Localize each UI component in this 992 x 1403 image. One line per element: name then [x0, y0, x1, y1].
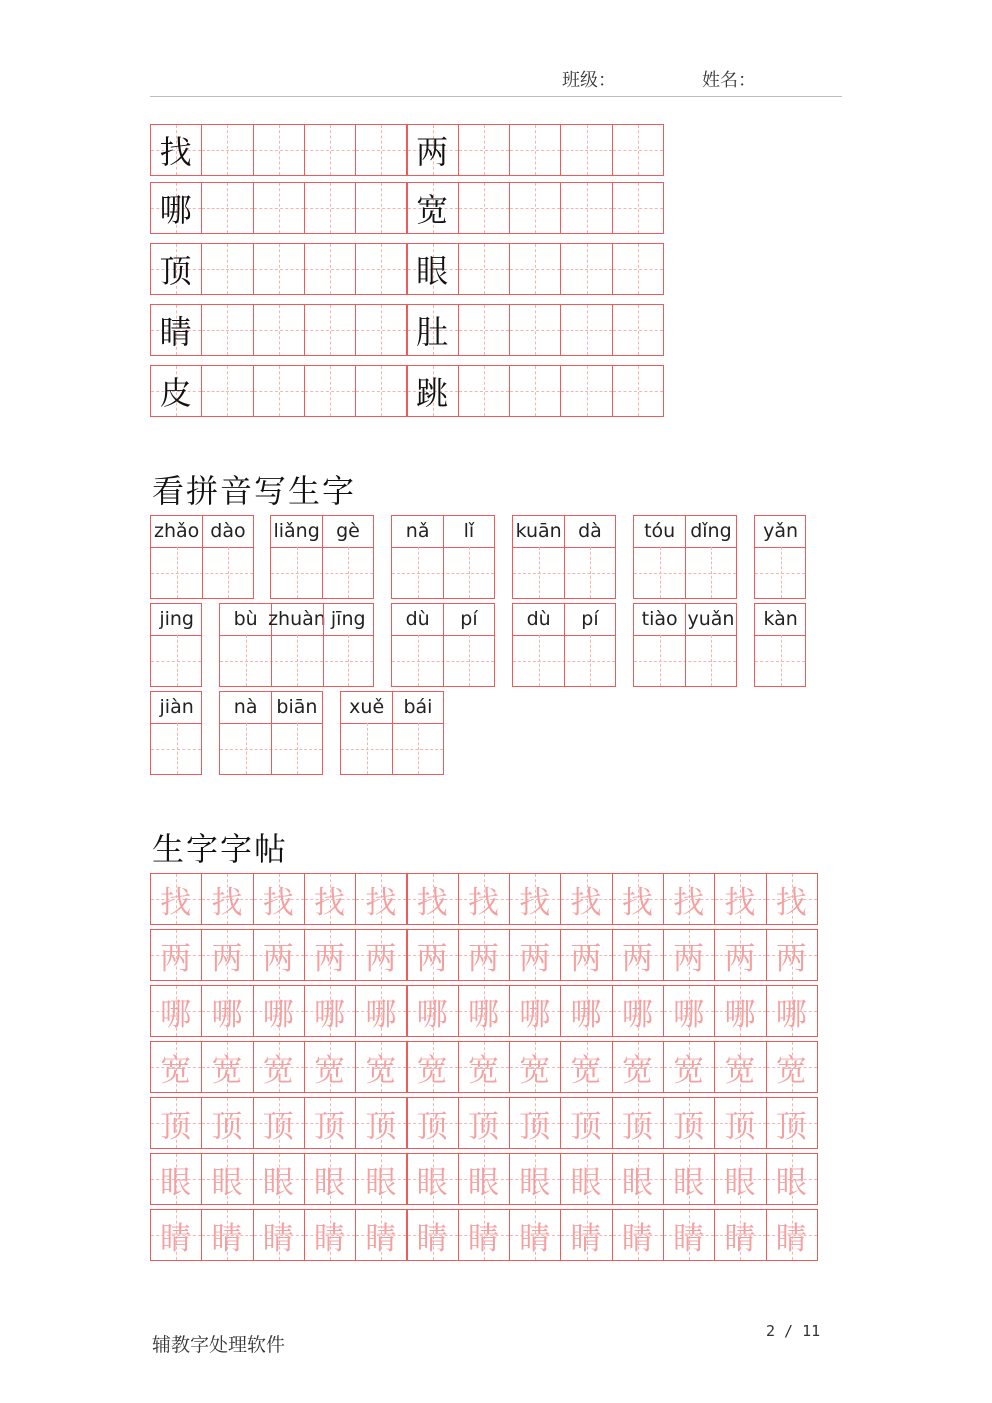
writing-guide-v	[539, 547, 540, 598]
writing-guide-v	[781, 635, 782, 686]
writing-guide-v	[660, 635, 661, 686]
class-label: 班级：	[562, 70, 616, 91]
trace-char: 眼	[416, 1164, 448, 1201]
trace-char: 哪	[160, 996, 192, 1033]
trace-char: 哪	[673, 996, 705, 1033]
pinyin-box	[150, 603, 202, 687]
trace-char: 宽	[314, 1052, 346, 1089]
trace-char: 顶	[262, 1108, 294, 1145]
writing-guide-v	[367, 723, 368, 774]
trace-char: 找	[314, 884, 346, 921]
trace-char: 两	[262, 940, 294, 977]
trace-char: 睛	[570, 1220, 602, 1257]
trace-char: 两	[570, 940, 602, 977]
copy-cell	[253, 124, 305, 176]
copy-cell	[458, 304, 510, 356]
trace-char: 找	[160, 884, 192, 921]
writing-guide-v	[177, 635, 178, 686]
pinyin-box	[219, 691, 323, 775]
pinyin-syllable: pí	[581, 608, 599, 630]
trace-char: 宽	[673, 1052, 705, 1089]
pinyin-syllable: pí	[460, 608, 478, 630]
pinyin-box	[633, 603, 737, 687]
trace-char: 眼	[262, 1164, 294, 1201]
copy-cell	[201, 243, 253, 295]
trace-char: 两	[211, 940, 243, 977]
trace-char: 睛	[467, 1220, 499, 1257]
trace-char: 睛	[211, 1220, 243, 1257]
copy-cell	[458, 124, 510, 176]
model-char: 哪	[159, 191, 192, 229]
pinyin-syllable: nà	[233, 696, 258, 718]
copy-cell	[201, 124, 253, 176]
model-char: 眼	[416, 252, 449, 290]
software-name: 辅教字处理软件	[152, 1334, 286, 1356]
copy-cell	[509, 243, 561, 295]
trace-char: 睛	[775, 1220, 807, 1257]
trace-char: 哪	[775, 996, 807, 1033]
pinyin-box	[633, 515, 737, 599]
trace-char: 宽	[570, 1052, 602, 1089]
pinyin-syllable: gè	[336, 520, 360, 542]
trace-char: 顶	[673, 1108, 705, 1145]
page-number: 2 / 11	[766, 1322, 821, 1340]
writing-guide-v	[297, 547, 298, 598]
trace-char: 哪	[724, 996, 756, 1033]
trace-char: 顶	[160, 1108, 192, 1145]
writing-guide-v	[469, 635, 470, 686]
trace-char: 睛	[314, 1220, 346, 1257]
trace-char: 两	[621, 940, 653, 977]
trace-char: 眼	[621, 1164, 653, 1201]
writing-guide-v	[539, 635, 540, 686]
trace-char: 找	[673, 884, 705, 921]
pinyin-syllable: jiàn	[159, 696, 194, 718]
pinyin-syllable: biān	[276, 696, 318, 718]
trace-char: 哪	[314, 996, 346, 1033]
trace-char: 宽	[211, 1052, 243, 1089]
copy-cell	[304, 124, 356, 176]
writing-guide-v	[660, 547, 661, 598]
trace-char: 睛	[673, 1220, 705, 1257]
trace-char: 两	[314, 940, 346, 977]
trace-char: 眼	[160, 1164, 192, 1201]
trace-char: 顶	[467, 1108, 499, 1145]
pinyin-box	[512, 515, 616, 599]
copy-cell	[355, 304, 407, 356]
name-label: 姓名：	[702, 70, 756, 91]
pinyin-box	[150, 515, 254, 599]
pinyin-box	[391, 603, 495, 687]
trace-char: 宽	[365, 1052, 397, 1089]
trace-char: 顶	[570, 1108, 602, 1145]
copy-cell	[509, 182, 561, 234]
trace-char: 顶	[724, 1108, 756, 1145]
copy-cell	[253, 304, 305, 356]
pinyin-box	[219, 603, 374, 687]
model-char: 睛	[159, 313, 192, 351]
trace-char: 眼	[314, 1164, 346, 1201]
pinyin-syllable: tóu	[644, 520, 676, 542]
writing-guide-v	[177, 547, 178, 598]
writing-guide-v	[711, 635, 712, 686]
writing-guide-v	[418, 723, 419, 774]
trace-char: 睛	[416, 1220, 448, 1257]
trace-char: 睛	[519, 1220, 551, 1257]
pinyin-syllable: jing	[159, 608, 194, 630]
copy-cell	[201, 182, 253, 234]
writing-guide-v	[418, 547, 419, 598]
trace-char: 宽	[467, 1052, 499, 1089]
pinyin-syllable: dà	[578, 520, 602, 542]
copy-cell	[201, 365, 253, 417]
copy-cell	[304, 243, 356, 295]
writing-guide-v	[711, 547, 712, 598]
trace-char: 睛	[262, 1220, 294, 1257]
model-char: 肚	[416, 313, 449, 351]
copy-cell	[458, 365, 510, 417]
trace-char: 眼	[365, 1164, 397, 1201]
writing-guide-v	[469, 547, 470, 598]
pinyin-syllable: xuě	[349, 696, 385, 718]
trace-char: 眼	[211, 1164, 243, 1201]
trace-char: 找	[365, 884, 397, 921]
pinyin-syllable: nǎ	[405, 520, 430, 542]
copy-cell	[253, 182, 305, 234]
writing-guide-v	[590, 547, 591, 598]
trace-char: 找	[416, 884, 448, 921]
copy-cell	[458, 182, 510, 234]
pinyin-syllable: kàn	[763, 608, 798, 630]
copy-cell	[304, 182, 356, 234]
writing-guide-v	[590, 635, 591, 686]
pinyin-syllable: lǐ	[463, 520, 475, 542]
copybook-title: 生字字帖	[152, 830, 289, 868]
header-divider	[150, 96, 842, 97]
pinyin-box	[391, 515, 495, 599]
trace-char: 顶	[775, 1108, 807, 1145]
copy-cell	[458, 243, 510, 295]
trace-char: 两	[160, 940, 192, 977]
model-char: 顶	[159, 252, 192, 290]
writing-guide-v	[246, 635, 247, 686]
trace-char: 眼	[467, 1164, 499, 1201]
trace-char: 哪	[416, 996, 448, 1033]
copy-cell	[612, 182, 664, 234]
pinyin-syllable: tiào	[641, 608, 678, 630]
trace-char: 两	[365, 940, 397, 977]
pinyin-syllable: dào	[210, 520, 246, 542]
pinyin-section-title: 看拼音写生字	[152, 472, 357, 510]
trace-char: 找	[621, 884, 653, 921]
trace-char: 宽	[724, 1052, 756, 1089]
copy-cell	[612, 365, 664, 417]
pinyin-syllable: zhuàn	[268, 608, 326, 630]
copy-cell	[612, 243, 664, 295]
trace-char: 找	[570, 884, 602, 921]
trace-char: 哪	[262, 996, 294, 1033]
trace-char: 找	[262, 884, 294, 921]
writing-guide-v	[348, 635, 349, 686]
trace-char: 宽	[262, 1052, 294, 1089]
trace-char: 哪	[621, 996, 653, 1033]
copy-cell	[253, 365, 305, 417]
trace-char: 哪	[365, 996, 397, 1033]
copy-cell	[509, 365, 561, 417]
trace-char: 顶	[519, 1108, 551, 1145]
trace-char: 睛	[160, 1220, 192, 1257]
trace-char: 眼	[519, 1164, 551, 1201]
copy-cell	[560, 365, 612, 417]
trace-char: 睛	[365, 1220, 397, 1257]
writing-guide-v	[418, 635, 419, 686]
pinyin-syllable: kuān	[515, 520, 562, 542]
pinyin-syllable: bù	[233, 608, 258, 630]
copy-cell	[201, 304, 253, 356]
pinyin-box	[150, 691, 202, 775]
copy-cell	[509, 124, 561, 176]
writing-guide-v	[297, 723, 298, 774]
trace-char: 两	[467, 940, 499, 977]
pinyin-syllable: yuǎn	[687, 608, 735, 630]
trace-char: 宽	[775, 1052, 807, 1089]
trace-char: 顶	[211, 1108, 243, 1145]
trace-char: 睛	[621, 1220, 653, 1257]
trace-char: 两	[519, 940, 551, 977]
trace-char: 宽	[519, 1052, 551, 1089]
writing-guide-v	[781, 547, 782, 598]
copy-cell	[560, 243, 612, 295]
pinyin-box	[340, 691, 444, 775]
trace-char: 顶	[621, 1108, 653, 1145]
writing-guide-v	[297, 635, 298, 686]
trace-char: 眼	[775, 1164, 807, 1201]
model-char: 宽	[416, 191, 449, 229]
trace-char: 顶	[416, 1108, 448, 1145]
trace-char: 哪	[467, 996, 499, 1033]
copy-cell	[304, 365, 356, 417]
trace-char: 找	[724, 884, 756, 921]
trace-char: 眼	[724, 1164, 756, 1201]
trace-char: 两	[775, 940, 807, 977]
trace-char: 眼	[673, 1164, 705, 1201]
model-char: 跳	[416, 374, 449, 412]
copy-cell	[612, 124, 664, 176]
writing-guide-v	[348, 547, 349, 598]
trace-char: 找	[211, 884, 243, 921]
copy-cell	[509, 304, 561, 356]
trace-char: 两	[673, 940, 705, 977]
pinyin-syllable: yǎn	[763, 520, 799, 542]
trace-char: 找	[467, 884, 499, 921]
trace-char: 找	[519, 884, 551, 921]
pinyin-box	[512, 603, 616, 687]
pinyin-syllable: zhǎo	[154, 520, 200, 542]
copy-cell	[560, 124, 612, 176]
copy-cell	[612, 304, 664, 356]
pinyin-syllable: liǎng	[273, 520, 320, 542]
copy-cell	[355, 243, 407, 295]
trace-char: 顶	[314, 1108, 346, 1145]
copy-cell	[560, 182, 612, 234]
trace-char: 两	[416, 940, 448, 977]
copy-cell	[355, 365, 407, 417]
pinyin-syllable: jīng	[330, 608, 366, 630]
trace-char: 哪	[519, 996, 551, 1033]
copy-cell	[355, 124, 407, 176]
trace-char: 顶	[365, 1108, 397, 1145]
trace-char: 哪	[211, 996, 243, 1033]
pinyin-box	[754, 515, 806, 599]
writing-guide-v	[246, 723, 247, 774]
trace-char: 找	[775, 884, 807, 921]
copy-cell	[253, 243, 305, 295]
pinyin-syllable: dù	[526, 608, 551, 630]
trace-char: 两	[724, 940, 756, 977]
pinyin-box	[754, 603, 806, 687]
trace-char: 睛	[724, 1220, 756, 1257]
writing-guide-v	[228, 547, 229, 598]
trace-char: 宽	[160, 1052, 192, 1089]
copy-cell	[560, 304, 612, 356]
trace-char: 宽	[416, 1052, 448, 1089]
model-char: 皮	[159, 374, 192, 412]
pinyin-box	[270, 515, 374, 599]
writing-guide-v	[177, 723, 178, 774]
trace-char: 哪	[570, 996, 602, 1033]
copy-cell	[304, 304, 356, 356]
trace-char: 宽	[621, 1052, 653, 1089]
pinyin-syllable: dù	[405, 608, 430, 630]
trace-char: 眼	[570, 1164, 602, 1201]
pinyin-syllable: dǐng	[690, 520, 732, 542]
pinyin-syllable: bái	[403, 696, 433, 718]
model-char: 两	[416, 133, 449, 171]
model-char: 找	[159, 133, 192, 171]
copy-cell	[355, 182, 407, 234]
